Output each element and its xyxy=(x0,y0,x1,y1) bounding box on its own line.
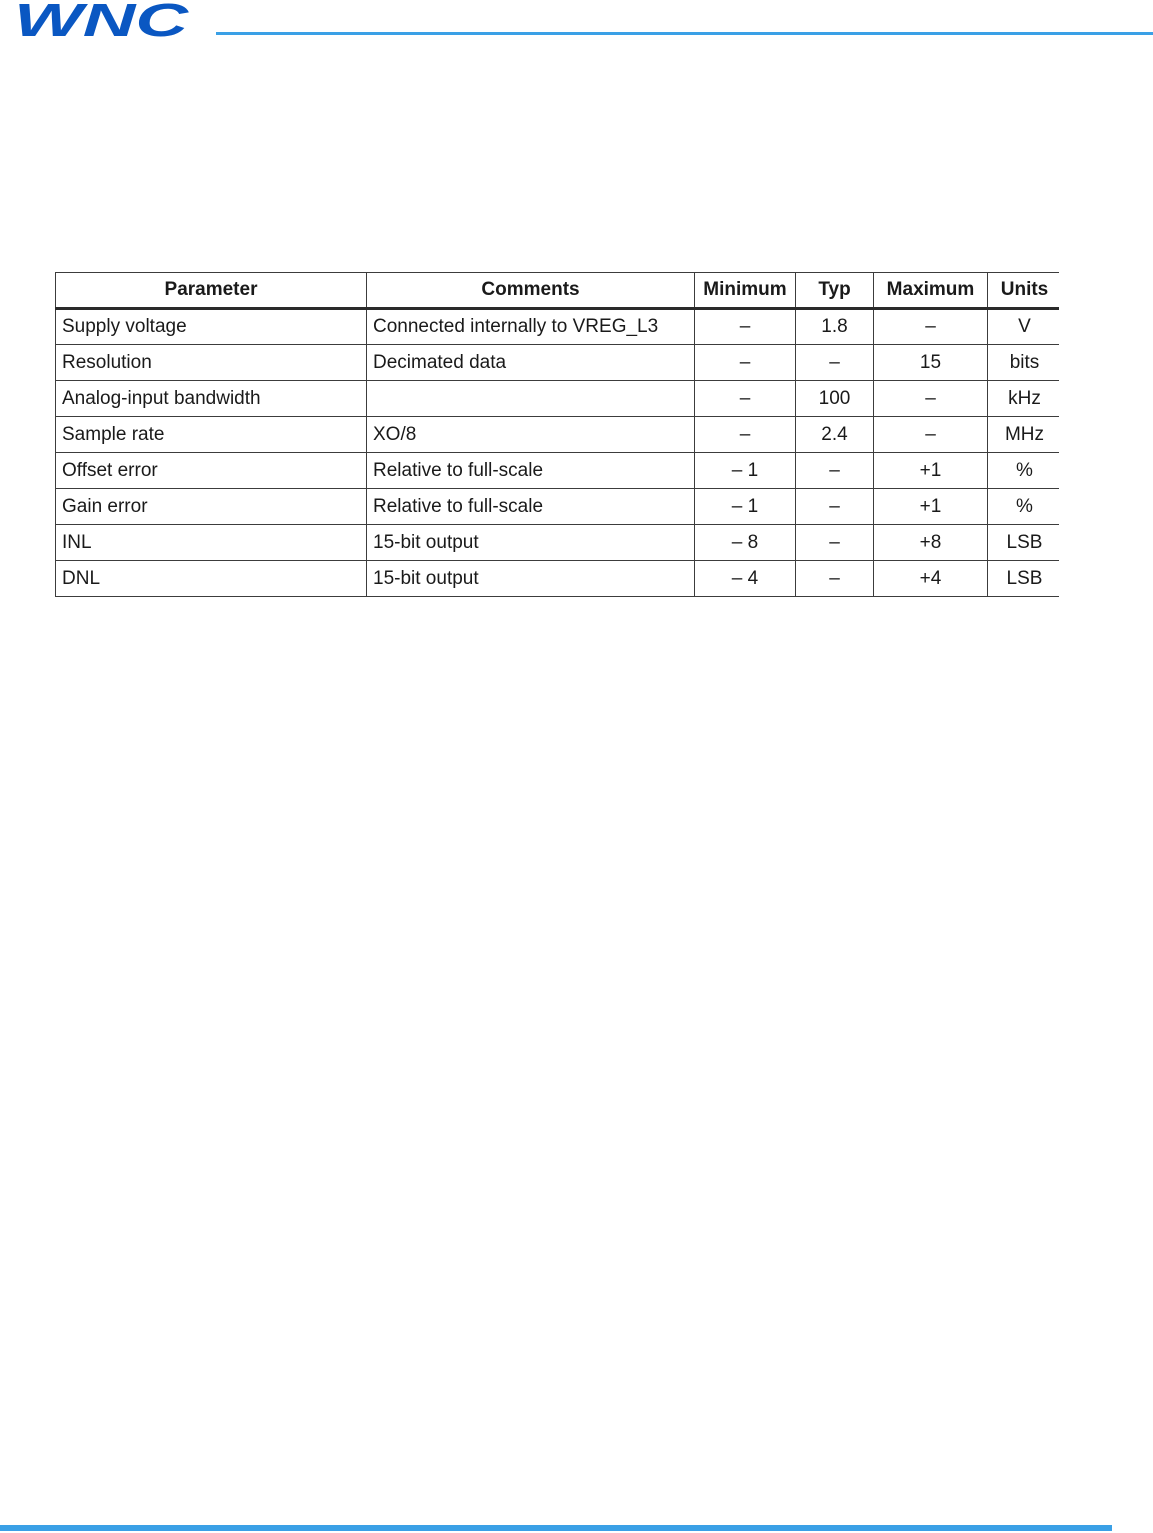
cell-parameter: Sample rate xyxy=(56,417,367,453)
table-row xyxy=(56,453,1060,489)
cell-minimum: – xyxy=(695,345,796,381)
cell-parameter: Resolution xyxy=(56,345,367,381)
table-row xyxy=(56,417,1060,453)
cell-parameter: Analog-input bandwidth xyxy=(56,381,367,417)
svg-text:WNC: WNC xyxy=(14,0,190,40)
cell-parameter: Gain error xyxy=(56,489,367,525)
table-row xyxy=(56,525,1060,561)
cell-typ: – xyxy=(796,489,874,525)
table-header-row xyxy=(56,273,1060,309)
column-header-parameter: Parameter xyxy=(56,273,367,309)
cell-typ: 100 xyxy=(796,381,874,417)
header-divider xyxy=(216,32,1153,35)
cell-maximum: +1 xyxy=(874,453,988,489)
cell-units: bits xyxy=(988,345,1060,381)
cell-maximum: +1 xyxy=(874,489,988,525)
cell-minimum: – xyxy=(695,309,796,345)
cell-minimum: – 8 xyxy=(695,525,796,561)
cell-minimum: – 1 xyxy=(695,453,796,489)
cell-maximum: +4 xyxy=(874,561,988,597)
cell-comments: Relative to full-scale xyxy=(367,489,695,525)
cell-units: LSB xyxy=(988,525,1060,561)
cell-parameter: INL xyxy=(56,525,367,561)
cell-minimum: – xyxy=(695,417,796,453)
cell-units: V xyxy=(988,309,1060,345)
column-header-typ: Typ xyxy=(796,273,874,309)
cell-units: MHz xyxy=(988,417,1060,453)
cell-units: % xyxy=(988,453,1060,489)
spec-table-container xyxy=(55,272,1059,602)
cell-comments: Decimated data xyxy=(367,345,695,381)
cell-typ: – xyxy=(796,561,874,597)
column-header-units: Units xyxy=(988,273,1060,309)
cell-typ: 2.4 xyxy=(796,417,874,453)
column-header-comments: Comments xyxy=(367,273,695,309)
cell-units: LSB xyxy=(988,561,1060,597)
cell-parameter: Offset error xyxy=(56,453,367,489)
cell-typ: – xyxy=(796,345,874,381)
table-row xyxy=(56,309,1060,345)
cell-units: kHz xyxy=(988,381,1060,417)
cell-parameter: DNL xyxy=(56,561,367,597)
spec-table xyxy=(55,272,1059,597)
cell-maximum: – xyxy=(874,381,988,417)
cell-comments: Connected internally to VREG_L3 xyxy=(367,309,695,345)
cell-minimum: – xyxy=(695,381,796,417)
cell-comments: Relative to full-scale xyxy=(367,453,695,489)
cell-minimum: – 4 xyxy=(695,561,796,597)
column-header-maximum: Maximum xyxy=(874,273,988,309)
cell-maximum: – xyxy=(874,417,988,453)
cell-comments: XO/8 xyxy=(367,417,695,453)
cell-typ: 1.8 xyxy=(796,309,874,345)
footer-divider xyxy=(0,1525,1112,1531)
table-row xyxy=(56,489,1060,525)
cell-comments: 15-bit output xyxy=(367,561,695,597)
cell-typ: – xyxy=(796,525,874,561)
table-row xyxy=(56,561,1060,597)
cell-parameter: Supply voltage xyxy=(56,309,367,345)
cell-units: % xyxy=(988,489,1060,525)
wnc-logo xyxy=(14,0,190,40)
cell-comments: 15-bit output xyxy=(367,525,695,561)
cell-maximum: – xyxy=(874,309,988,345)
cell-comments xyxy=(367,381,695,417)
table-row xyxy=(56,345,1060,381)
table-row xyxy=(56,381,1060,417)
cell-minimum: – 1 xyxy=(695,489,796,525)
cell-typ: – xyxy=(796,453,874,489)
cell-maximum: +8 xyxy=(874,525,988,561)
column-header-minimum: Minimum xyxy=(695,273,796,309)
cell-maximum: 15 xyxy=(874,345,988,381)
